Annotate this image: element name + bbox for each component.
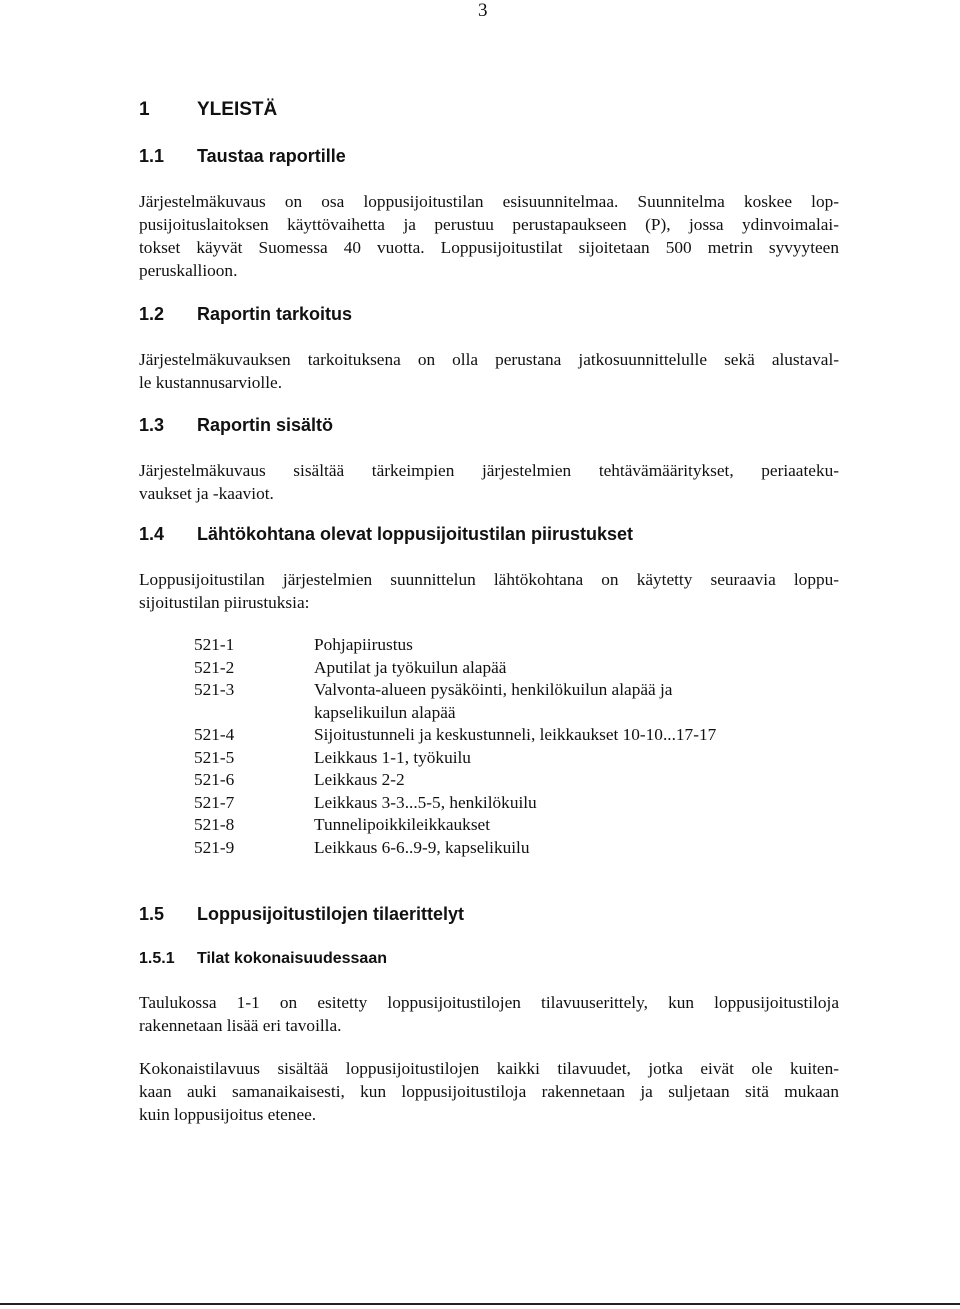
- drawing-title: Pohjapiirustus: [314, 635, 413, 654]
- list-item: [194, 679, 814, 724]
- section-title: Tilat kokonaisuudessaan: [197, 950, 387, 967]
- section-1-5-heading: [139, 902, 464, 926]
- drawing-title: Aputilat ja työkuilun alapää: [314, 657, 507, 677]
- section-1-1-heading: [139, 144, 346, 168]
- section-title: Loppusijoitustilojen tilaerittelyt: [197, 904, 465, 924]
- list-item: [194, 634, 814, 657]
- drawing-code: 521-2: [194, 657, 235, 677]
- drawing-code: 521-5: [194, 747, 235, 767]
- text-line: Järjestelmäkuvauksen tarkoituksena on olla perustana jatkosuunnittelulle sekä alustaval-: [139, 350, 839, 369]
- section-1-heading: [139, 98, 277, 122]
- section-title: Raportin tarkoitus: [197, 304, 353, 324]
- drawing-title: Leikkaus 3-3...5-5, henkilökuilu: [314, 792, 537, 812]
- section-title: Lähtökohtana olevat loppusijoitustilan piirustukset: [197, 524, 634, 544]
- drawing-title: Leikkaus 6-6..9-9, kapselikuilu: [314, 837, 530, 857]
- list-item: [194, 657, 814, 680]
- section-title: YLEISTÄ: [197, 99, 278, 120]
- drawing-title: Valvonta-alueen pysäköinti, henkilökuilun alapää ja: [314, 680, 673, 699]
- text-line: pusijoituslaitoksen käyttövaihetta ja perustuu perustapaukseen (P), jossa ydinvoimalai-: [139, 215, 839, 234]
- text-line: Järjestelmäkuvaus on osa loppusijoitustilan esisuunnitelmaa. Suunnitelma koskee lop-: [139, 192, 839, 211]
- drawing-code: 521-1: [194, 635, 235, 654]
- section-1-1-paragraph: [139, 190, 839, 282]
- text-line: kaan auki samanaikaisesti, kun loppusijoitustiloja rakennetaan ja suljetaan sitä mukaan: [139, 1082, 839, 1101]
- section-number: 1.5: [139, 904, 165, 924]
- drawing-title: Sijoitustunneli ja keskustunneli, leikkaukset 10-10...17-17: [314, 725, 717, 744]
- drawing-code: 521-9: [194, 837, 235, 857]
- text-line: Taulukossa 1-1 on esitetty loppusijoitustilojen tilavuuserittely, kun loppusijoitustiloja: [139, 993, 839, 1012]
- page-bottom-edge: [0, 1303, 960, 1305]
- text-line: Järjestelmäkuvaus sisältää tärkeimpien järjestelmien tehtävämääritykset, periaateku-: [139, 461, 839, 480]
- text-line: Kokonaistilavuus sisältää loppusijoitustilojen kaikki tilavuudet, jotka eivät ole kuiten-: [139, 1059, 839, 1078]
- list-item: [194, 747, 814, 770]
- drawing-title: Leikkaus 2-2: [314, 770, 405, 789]
- section-number: 1.1: [139, 146, 165, 166]
- list-item: [194, 837, 814, 860]
- section-number: 1: [139, 99, 150, 120]
- text-line: le kustannusarviolle.: [139, 373, 283, 392]
- section-number: 1.5.1: [139, 950, 175, 967]
- section-1-4-heading: [139, 522, 633, 546]
- list-item: [194, 814, 814, 837]
- text-line: peruskallioon.: [139, 261, 238, 280]
- section-1-3-paragraph: [139, 459, 839, 505]
- text-line: sijoitustilan piirustuksia:: [139, 593, 310, 612]
- text-line: kuin loppusijoitus etenee.: [139, 1105, 317, 1124]
- section-1-2-heading: [139, 302, 352, 326]
- section-title: Taustaa raportille: [197, 146, 346, 166]
- page-number: 3: [478, 0, 488, 21]
- text-line: tokset käyvät Suomessa 40 vuotta. Loppusijoitustilat sijoitetaan 500 metrin syvyyteen: [139, 238, 839, 257]
- drawing-list: [194, 634, 814, 859]
- text-line: rakennetaan lisää eri tavoilla.: [139, 1016, 342, 1035]
- section-1-5-1-heading: [139, 948, 387, 970]
- list-item: [194, 792, 814, 815]
- section-1-3-heading: [139, 413, 333, 437]
- drawing-code: 521-8: [194, 815, 235, 834]
- section-number: 1.2: [139, 304, 165, 324]
- drawing-code: 521-7: [194, 792, 235, 812]
- section-1-2-paragraph: [139, 348, 839, 394]
- list-item: [194, 724, 814, 747]
- drawing-code: 521-3: [194, 680, 235, 699]
- drawing-title-continued: kapselikuilun alapää: [314, 702, 456, 722]
- section-number: 1.4: [139, 524, 165, 544]
- drawing-code: 521-4: [194, 725, 235, 744]
- drawing-code: 521-6: [194, 770, 235, 789]
- section-title: Raportin sisältö: [197, 415, 334, 435]
- text-line: Loppusijoitustilan järjestelmien suunnittelun lähtökohtana on käytetty seuraavia loppu-: [139, 570, 839, 589]
- section-number: 1.3: [139, 415, 165, 435]
- list-item: [194, 769, 814, 792]
- section-1-5-1-paragraph-2: [139, 1057, 839, 1126]
- section-1-5-1-paragraph-1: [139, 991, 839, 1037]
- section-1-4-paragraph: [139, 568, 839, 614]
- drawing-title: Leikkaus 1-1, työkuilu: [314, 747, 471, 767]
- drawing-title: Tunnelipoikkileikkaukset: [314, 815, 491, 834]
- text-line: vaukset ja -kaaviot.: [139, 484, 274, 503]
